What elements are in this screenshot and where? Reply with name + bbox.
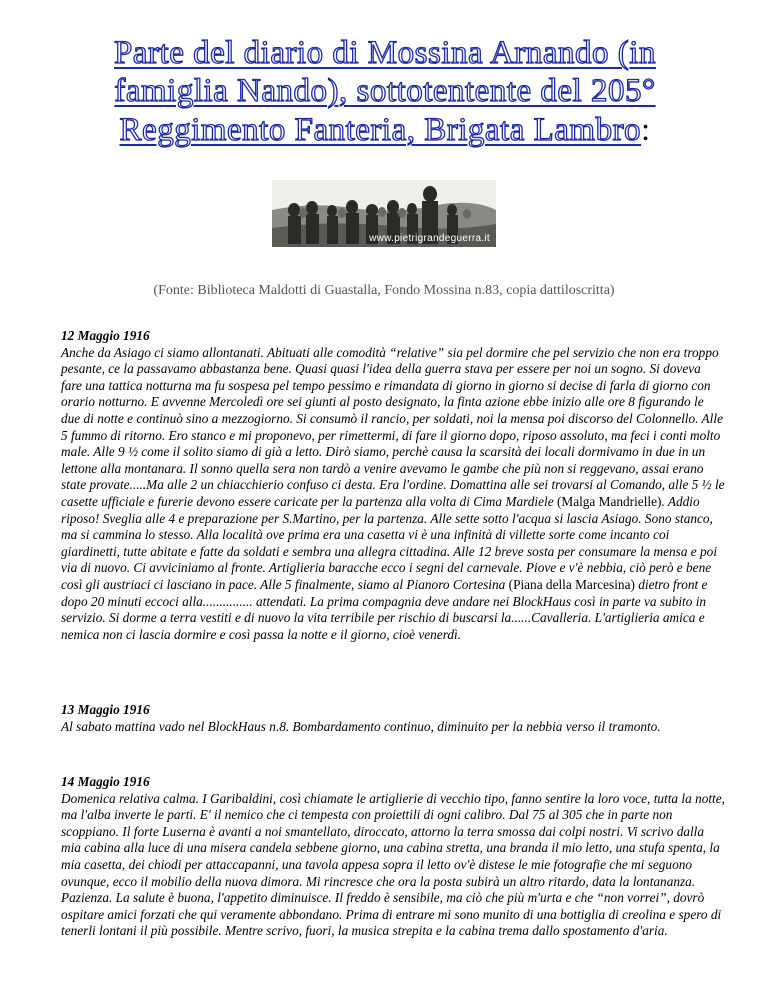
diary-entry xyxy=(61,702,725,735)
entry-date: 12 Maggio 1916 xyxy=(61,328,150,343)
title-colon: : xyxy=(641,111,651,147)
title-line-3: Reggimento Fanteria, Brigata Lambro xyxy=(119,112,642,148)
soldiers-photo xyxy=(272,180,496,247)
page-title xyxy=(40,34,730,149)
photo-watermark: www.pietrigrandeguerra.it xyxy=(369,233,490,244)
source-caption: (Fonte: Biblioteca Maldotti di Guastalla, Fondo Mossina n.83, copia dattiloscritta) xyxy=(153,283,615,298)
entry-text: Anche da Asiago ci siamo allontanati. Abituati alle comodità “relative” sia pel dormire che pel servizio che non era troppo pesante, ce la passavamo abbastanza bene. Quasi quasi l'idea della guerra stava per essere per noi un sogno. Si doveva fare una tattica notturna ma fu sospesa pel tempo pessimo e rimandata di giorno in giorno si decise di farla di giorno con orario notturno. E avvenne Mercoledì ore sei giunti al posto designato, la finta azione ebbe inizio alle ore 8 figurando le due di notte e continuò sino a mezzogiorno. Si consumò il rancio, per soldati, noi la mensa poi discorso del Colonnello. Alle 5 fummo di ritorno. Ero stanco e mi proponevo, per rimettermi, di fare il giorno dopo, riposo assoluto, ma feci i conti molto male. Alle 9 ½ come il solito siamo di già a letto. Dirò siamo, perchè causa la scarsità dei locali dormivamo in due in un lettone alla montanara. Il sonno quella sera non tardò a venire avevamo le gambe che più non si reggevano, assai erano state provate.....Ma alle 2 un chiacchierio confuso ci desta. Era l'ordine. Domattina alle sei trovarsi al Comando, alle 5 ½ le casette ufficiale e furerie devono essere caricate per la partenza alla volta di Cima Mardiele (Malga Mandrielle). Addio riposo! Sveglia alle 4 e preparazione per S.Martino, per la partenza. Alle sette sotto l'acqua si lascia Asiago. Sono stanco, ma si cammina lo stesso. Alla località ove prima era una casetta vi è una infinità di villette sorte come incanto coi giardinetti, tutte abitate e fatte da soldati e sembra una allegra cittadina. Alle 12 breve sosta per consumare la mensa e poi via di nuovo. Ci avviciniamo al fronte. Artiglieria baracche ecco i segni del carnevale. Piove e v'è nebbia, ciò però e bene così gli austriaci ci lasciano in pace. Alle 5 finalmente, siamo al Pianoro Cortesina (Piana della Marcesina) dietro front e dopo 20 minuti eccoci alla............... attendati. La prima compagnia deve andare nei BlockHaus così in parte va subito in servizio. Si dorme a terra vestiti e di nuovo la vita terribile per rischio di buscarsi la......Cavalleria. L'artiglieria amica e nemica non ci lascia dormire e così passa la notte e il giorno, cioè venerdì. xyxy=(61,344,725,642)
entry-date: 13 Maggio 1916 xyxy=(61,702,150,717)
diary-entry xyxy=(61,774,725,940)
entry-text: Al sabato mattina vado nel BlockHaus n.8. Bombardamento continuo, diminuito per la nebbia verso il tramonto. xyxy=(61,718,661,734)
diary-entry xyxy=(61,328,725,643)
title-line-1: Parte del diario di Mossina Arnando (in xyxy=(114,35,656,71)
title-line-2: famiglia Nando), sottotentente del 205° xyxy=(114,73,656,109)
entry-text: Domenica relativa calma. I Garibaldini, così chiamate le artiglierie di vecchio tipo, fanno sentire la loro voce, tutta la notte, ma l'alba inverte le parti. E' il nemico che ci tempesta con proiettili di ogni calibro. Dal 75 al 305 che in parte non scoppiano. Il forte Luserna è avanti a noi smantellato, diroccato, attorno la terra smossa dai colpi nostri. Vi scrivo dalla mia cabina alla luce di una misera candela sebbene giorno, una cabina stretta, una branda il mio letto, una stufa spenta, la mia casetta, dei chiodi per attaccapanni, una tavola appesa sopra il letto ov'è distese le mie fotografie che mi seguono ovunque, ecco il mobilio della nuova dimora. Mi rincresce che ora la posta subirà un altro ritardo, data la lontananza. Pazienza. La salute è buona, l'appetito diminuisce. Il freddo è sensibile, ma ciò che più m'urta e che “non vorrei”, dovrò ospitare amici forzati che qui veramente abbondano. Prima di entrare mi sono munito di una bottiglia di creolina e spero di tenerli lontani il più possibile. Mentre scrivo, fuori, la musica strepita e la cabina trema dallo spostamento d'aria. xyxy=(61,790,725,939)
entry-date: 14 Maggio 1916 xyxy=(61,774,150,789)
